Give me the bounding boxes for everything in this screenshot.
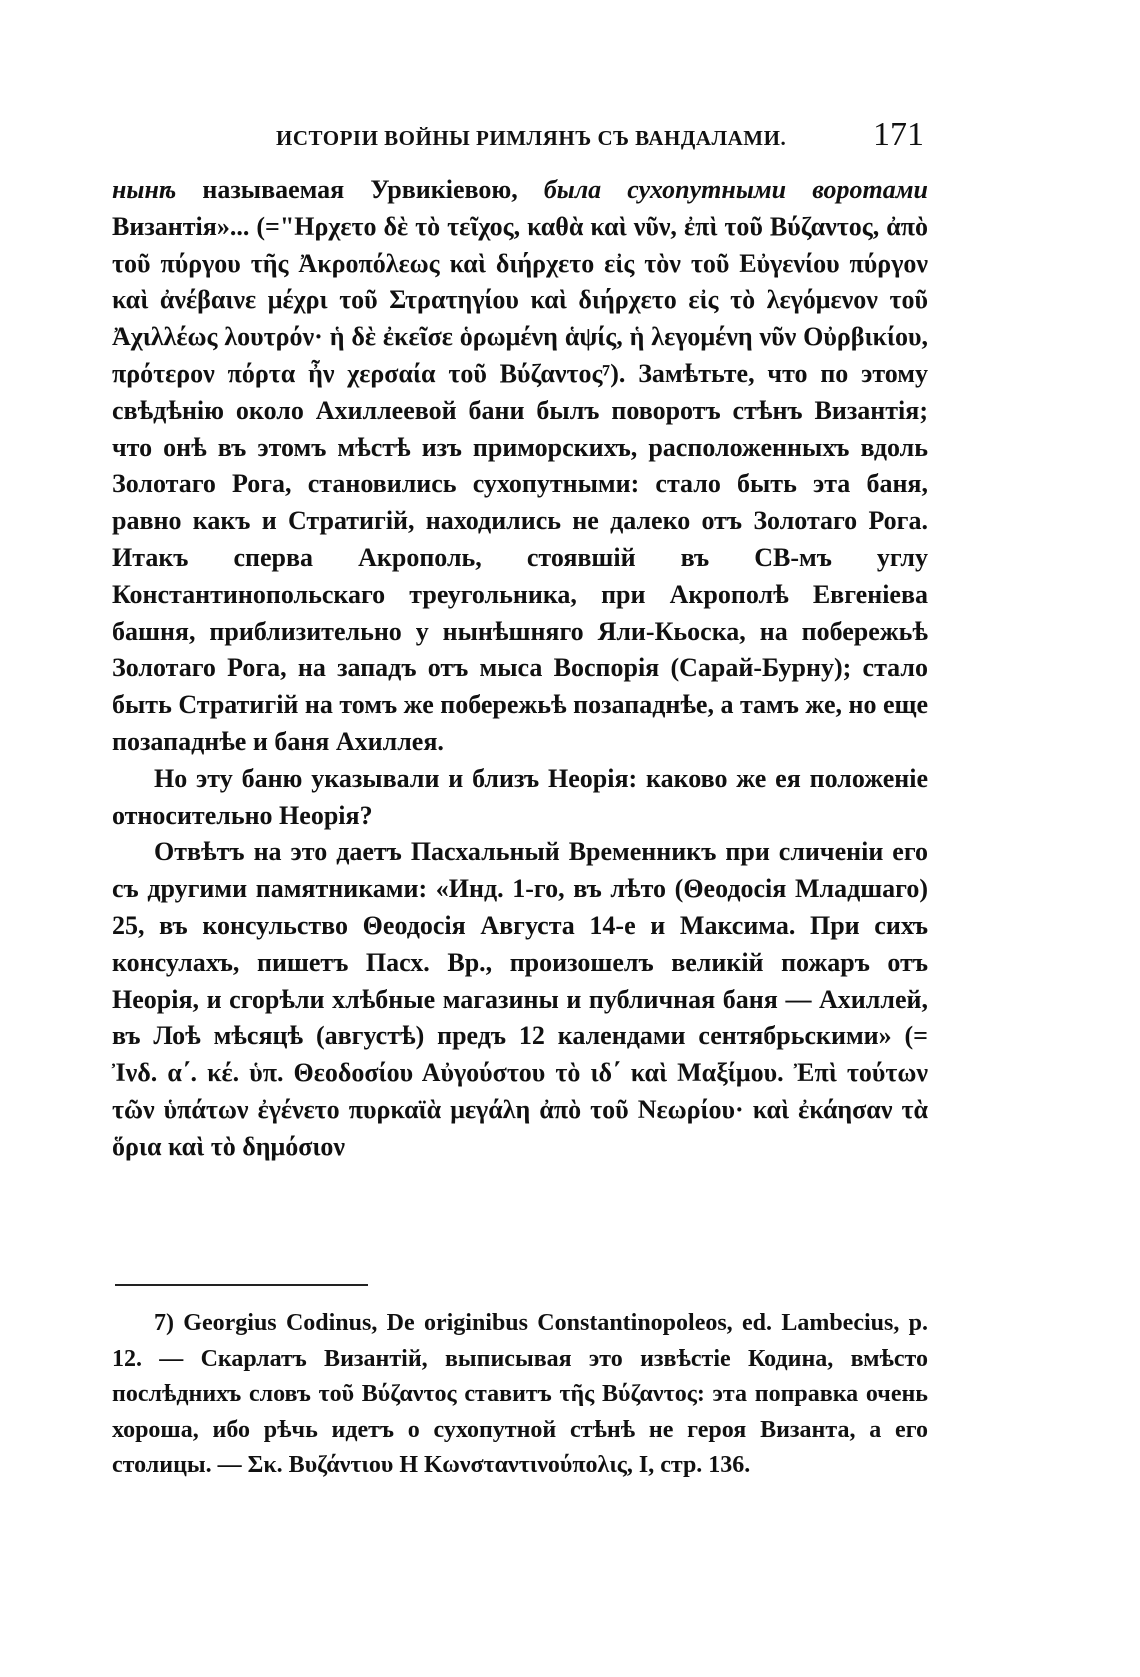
page-number: 171: [873, 116, 924, 153]
paragraph-1: [112, 172, 928, 761]
paragraph-2: Но эту баню указывали и близъ Неорія: каково же ея положеніе относительно Неорія?: [112, 763, 928, 830]
paragraph-1-text2: Византія»... (="Ηρχετο δὲ τὸ τεῖχος, καθὰ καὶ νῦν, ἐπὶ τοῦ Βύζαντος, ἀπὸ τοῦ πύργου τῆς Ἀκροπόλεως καὶ διήρχετο εἰς τὸν τοῦ Εὐγενίου πύργον καὶ ἀνέβαινε μέχρι τοῦ Στρατηγίου καὶ διήρχετο εἰς τὸ λεγόμενον τοῦ Ἀχιλλέως λουτρόν· ἡ δὲ ἐκεῖσε ὁρωμένη ἁψίς, ἡ λεγομένη νῦν Οὐρβικίου, πρότερον πόρτα ἦν χερσαία τοῦ Βύζαντος⁷). Замѣтьте, что по этому свѣдѣнію около Ахиллеевой бани былъ поворотъ стѣнъ Византія; что онѣ въ этомъ мѣстѣ изъ приморскихъ, расположенныхъ вдоль Золотаго Рога, становились сухопутными: стало быть эта баня, равно какъ и Стратигій, находились не далеко отъ Золотаго Рога. Итакъ сперва Акрополь, стоявшій въ СВ-мъ углу Константинопольскаго треугольника, при Акрополѣ Евгеніева башня, приблизительно у нынѣшняго Яли-Кьоска, на побережьѣ Золотаго Рога, на западъ отъ мыса Воспорія (Сарай-Бурну); стало быть Стратигій на томъ же побережьѣ позападнѣе, а тамъ же, но еще позападнѣе и баня Ахиллея.: [112, 211, 928, 756]
main-text: [112, 172, 928, 1166]
paragraph-1-lead: нынѣ: [112, 175, 177, 204]
running-title: ИСТОРІИ ВОЙНЫ РИМЛЯНЪ СЪ ВАНДАЛАМИ.: [276, 126, 787, 150]
footnotes: [112, 1306, 928, 1484]
paragraph-1-text1: называемая Урвикіевою,: [176, 175, 544, 204]
footnote-divider: [115, 1284, 368, 1286]
paragraph-1-italic: была сухопутными воротами: [543, 175, 928, 204]
paragraph-3: Отвѣтъ на это даетъ Пасхальный Временникъ при сличеніи его съ другими памятниками: «Инд. 1-го, въ лѣто (Θеодосія Младшаго) 25, въ консульство Θеодосія Августа 14-е и Максима. При сихъ консулахъ, пишетъ Пасх. Вр., произошелъ великій пожаръ отъ Неорія, и сгорѣли хлѣбные магазины и публичная баня — Ахиллей, въ Лоѣ мѣсяцѣ (августѣ) предъ 12 календами сентябрьскими» (= Ἰνδ. α΄. κέ. ὑπ. Θεοδοσίου Αὐγούστου τὸ ιδ΄ καὶ Μαξίμου. Ἐπὶ τούτων τῶν ὑπάτων ἐγένετο πυρκαϊὰ μεγάλη ἀπὸ τοῦ Νεωρίου· καὶ ἐκάησαν τὰ ὅρια καὶ τὸ δημόσιον: [112, 837, 928, 1161]
footnote-7: 7) Georgius Codinus, De originibus Constantinopoleos, ed. Lambecius, p. 12. — Скарлатъ Византій, выписывая это извѣстіе Кодина, вмѣсто послѣднихъ словъ τοῦ Βύζαντος ставитъ τῆς Βύζαντος: эта поправка очень хороша, ибо рѣчь идетъ о сухопутной стѣнѣ не героя Византа, а его столицы. — Σκ. Βυζάντιου Η Κωνσταντινούπολις, I, стр. 136.: [112, 1310, 928, 1478]
page-header: [108, 118, 928, 158]
